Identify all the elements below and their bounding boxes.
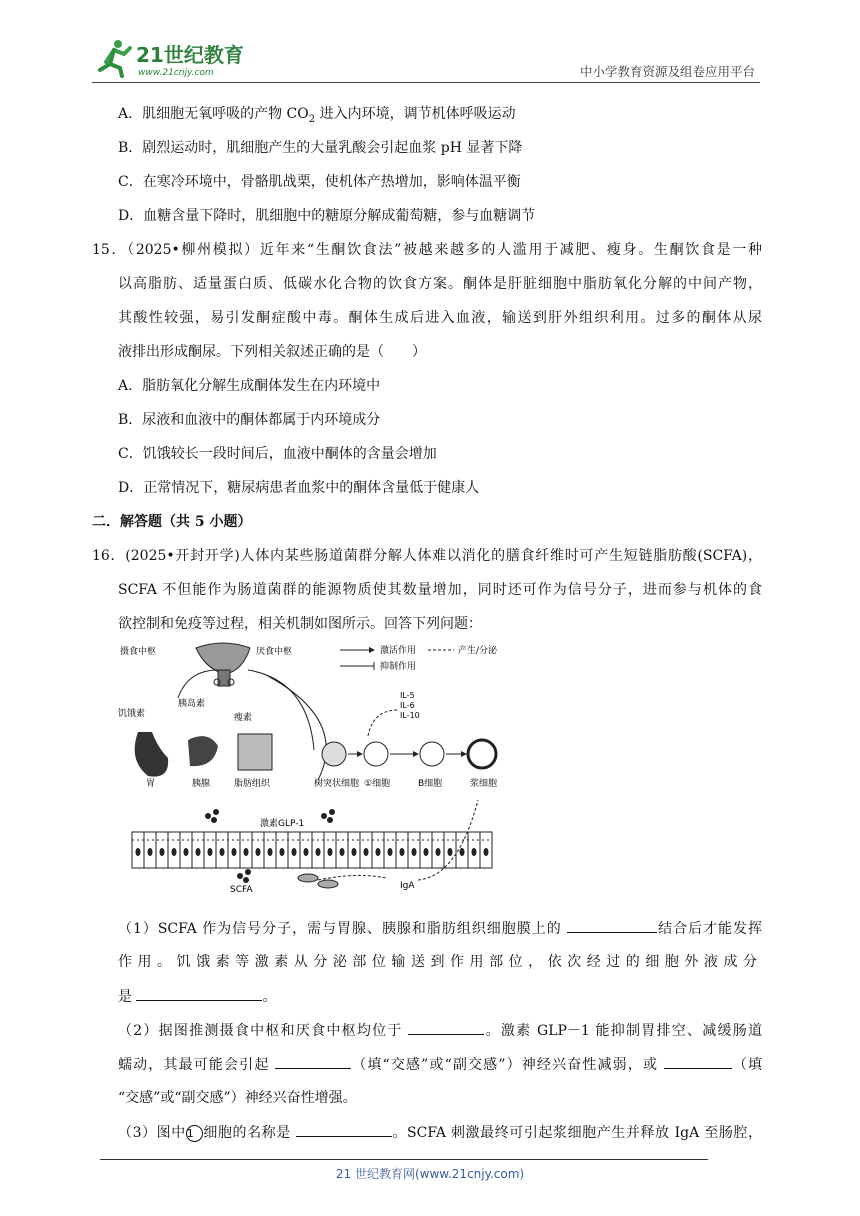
q16-part3-line1: （3）图中1 细胞的名称是 。SCFA 刺激最终可引起浆细胞产生并释放 IgA 至肠腔，	[118, 1122, 762, 1143]
answer-blank-3[interactable]	[408, 1020, 484, 1035]
cell-nucleus	[340, 848, 345, 856]
q14-option-a: A．肌细胞无氧呼吸的产物 $CO_2$ 进入内环境，调节机体呼吸运动	[118, 106, 516, 125]
label-stomach: 胃	[146, 779, 156, 789]
cell-nucleus	[160, 848, 165, 856]
answer-blank-5[interactable]	[664, 1054, 732, 1069]
label-feeding-center: 摄食中枢	[120, 647, 157, 657]
circled-number: 1	[186, 1125, 203, 1142]
cell-nucleus	[400, 848, 405, 856]
cell-nucleus	[220, 848, 225, 856]
q15-stem-line2: 以高脂肪、适量蛋白质、低碳水化合物的饮食方案。酮体是肝脏细胞中脂肪氧化分解的中间产物，	[118, 276, 762, 292]
cell-nucleus	[412, 848, 417, 856]
label-leptin: 瘦素	[234, 713, 253, 723]
legend-inhibit: 抑制作用	[380, 662, 417, 672]
section-title: 二．解答题（共 5 小题）	[92, 514, 252, 530]
label-adipose: 脂肪组织	[234, 779, 271, 789]
q15-option-b: B．尿液和血液中的酮体都属于内环境成分	[118, 412, 381, 428]
q15-option-c: C．饥饿较长一段时间后，血液中酮体的含量会增加	[118, 446, 437, 462]
q16-part2-line1: （2）据图推测摄食中枢和厌食中枢均位于 。激素 GLP－1 能抑制胃排空、减缓肠道	[118, 1020, 762, 1041]
cell-nucleus	[172, 848, 177, 856]
q16-stem-line1: 16．(2025•开封开学)人体内某些肠道菌群分解人体难以消化的膳食纤维时可产生短链脂肪酸(SCFA)，	[92, 548, 762, 564]
q15-option-d: D．正常情况下，糖尿病患者血浆中的酮体含量低于健康人	[118, 480, 480, 496]
legend-activate: 激活作用	[380, 646, 417, 656]
cell-nucleus	[256, 848, 261, 856]
q16-stem-line2: SCFA 不但能作为肠道菌群的能源物质使其数量增加，同时还可作为信号分子，进而参与机体的食	[118, 582, 762, 598]
cell-nucleus	[472, 848, 477, 856]
cell-nucleus	[376, 848, 381, 856]
q15-stem-line4: 液排出形成酮尿。下列相关叙述正确的是（ ）	[118, 344, 426, 360]
q16-part2-line2: 蠕动，其最可能会引起 （填“交感”或“副交感”）神经兴奋性减弱，或 （填	[118, 1054, 762, 1075]
label-iga: IgA	[400, 881, 415, 891]
cell-nucleus	[244, 848, 249, 856]
cell1-icon	[364, 742, 388, 766]
label-dendritic: 树突状细胞	[314, 779, 360, 789]
cell-nucleus	[484, 848, 489, 856]
q16-stem-line3: 欲控制和免疫等过程，相关机制如图所示。回答下列问题：	[118, 616, 482, 632]
cell-nucleus	[292, 848, 297, 856]
cell-nucleus	[232, 848, 237, 856]
q16-part2-line3: “交感”或“副交感”）神经兴奋性增强。	[118, 1090, 357, 1106]
cell-nucleus	[328, 848, 333, 856]
cell-nucleus	[184, 848, 189, 856]
q15-stem-line1: 15．（2025•柳州模拟）近年来“生酮饮食法”被越来越多的人滥用于减肥、瘦身。生酮饮食是一种	[92, 242, 762, 258]
q14-option-d: D．血糖含量下降时，肌细胞中的糖原分解成葡萄糖，参与血糖调节	[118, 208, 536, 224]
label-il10: IL-10	[400, 711, 420, 720]
cell-nucleus	[448, 848, 453, 856]
dendritic-cell-icon	[322, 742, 346, 766]
q15-stem-line3: 其酸性较强，易引发酮症酸中毒。酮体生成后进入血液，输送到肝外组织利用。过多的酮体从尿	[118, 310, 762, 326]
plasma-cell-icon	[468, 740, 496, 768]
answer-blank-4[interactable]	[275, 1054, 351, 1069]
label-plasma: 浆细胞	[470, 779, 498, 789]
runner-icon	[100, 40, 130, 76]
label-bcell: B细胞	[418, 779, 443, 789]
cell-nucleus	[268, 848, 273, 856]
site-logo	[92, 36, 262, 80]
cell-nucleus	[280, 848, 285, 856]
label-ghrelin: 饥饿素	[118, 709, 146, 719]
cell-nucleus	[316, 848, 321, 856]
label-cell1: ①细胞	[364, 779, 391, 789]
cell-nucleus	[424, 848, 429, 856]
footer-text: 21 世纪教育网(www.21cnjy.com)	[335, 1167, 525, 1181]
answer-blank-2[interactable]	[136, 986, 262, 1001]
logo-url-text: www.21cnjy.com	[138, 68, 214, 78]
platform-name: 中小学教育资源及组卷应用平台	[579, 64, 755, 79]
cell-nucleus	[304, 848, 309, 856]
answer-blank-6[interactable]	[296, 1122, 392, 1137]
cell-nucleus	[388, 848, 393, 856]
answer-blank-1[interactable]	[567, 918, 657, 933]
label-scfa: SCFA	[230, 885, 253, 895]
cell-nucleus	[148, 848, 153, 856]
cell-nucleus	[208, 848, 213, 856]
adipose-icon	[238, 734, 272, 770]
label-satiety-center: 厌食中枢	[256, 647, 293, 657]
q14-option-b: B．剧烈运动时，肌细胞产生的大量乳酸会引起血浆 pH 显著下降	[118, 140, 523, 156]
label-insulin: 胰岛素	[178, 699, 206, 709]
cell-nucleus	[364, 848, 369, 856]
header-divider	[92, 82, 760, 83]
legend-produce: 产生/分泌	[458, 646, 498, 656]
q16-part1-line1: （1）SCFA 作为信号分子，需与胃腺、胰腺和脂肪组织细胞膜上的 结合后才能发挥	[118, 918, 762, 939]
q14-option-c: C．在寒冷环境中，骨骼肌战栗，使机体产热增加，影响体温平衡	[118, 174, 521, 190]
label-glp1: 激素GLP-1	[260, 819, 305, 829]
logo-main-text: 21世纪教育	[136, 43, 244, 67]
label-pancreas: 胰腺	[192, 779, 211, 789]
cell-nucleus	[352, 848, 357, 856]
mechanism-diagram	[118, 640, 504, 898]
bcell-icon	[420, 742, 444, 766]
label-il6: IL-6	[400, 701, 415, 710]
q16-part1-line2: 作用。饥饿素等激素从分泌部位输送到作用部位，依次经过的细胞外液成分	[118, 954, 762, 970]
footer-divider	[100, 1159, 708, 1160]
cell-nucleus	[196, 848, 201, 856]
cell-nucleus	[436, 848, 441, 856]
label-il5: IL-5	[400, 691, 415, 700]
cell-nucleus	[136, 848, 141, 856]
q16-part1-line3: 是 。	[118, 986, 276, 1007]
q15-option-a: A．脂肪氧化分解生成酮体发生在内环境中	[118, 378, 381, 394]
cell-nucleus	[460, 848, 465, 856]
